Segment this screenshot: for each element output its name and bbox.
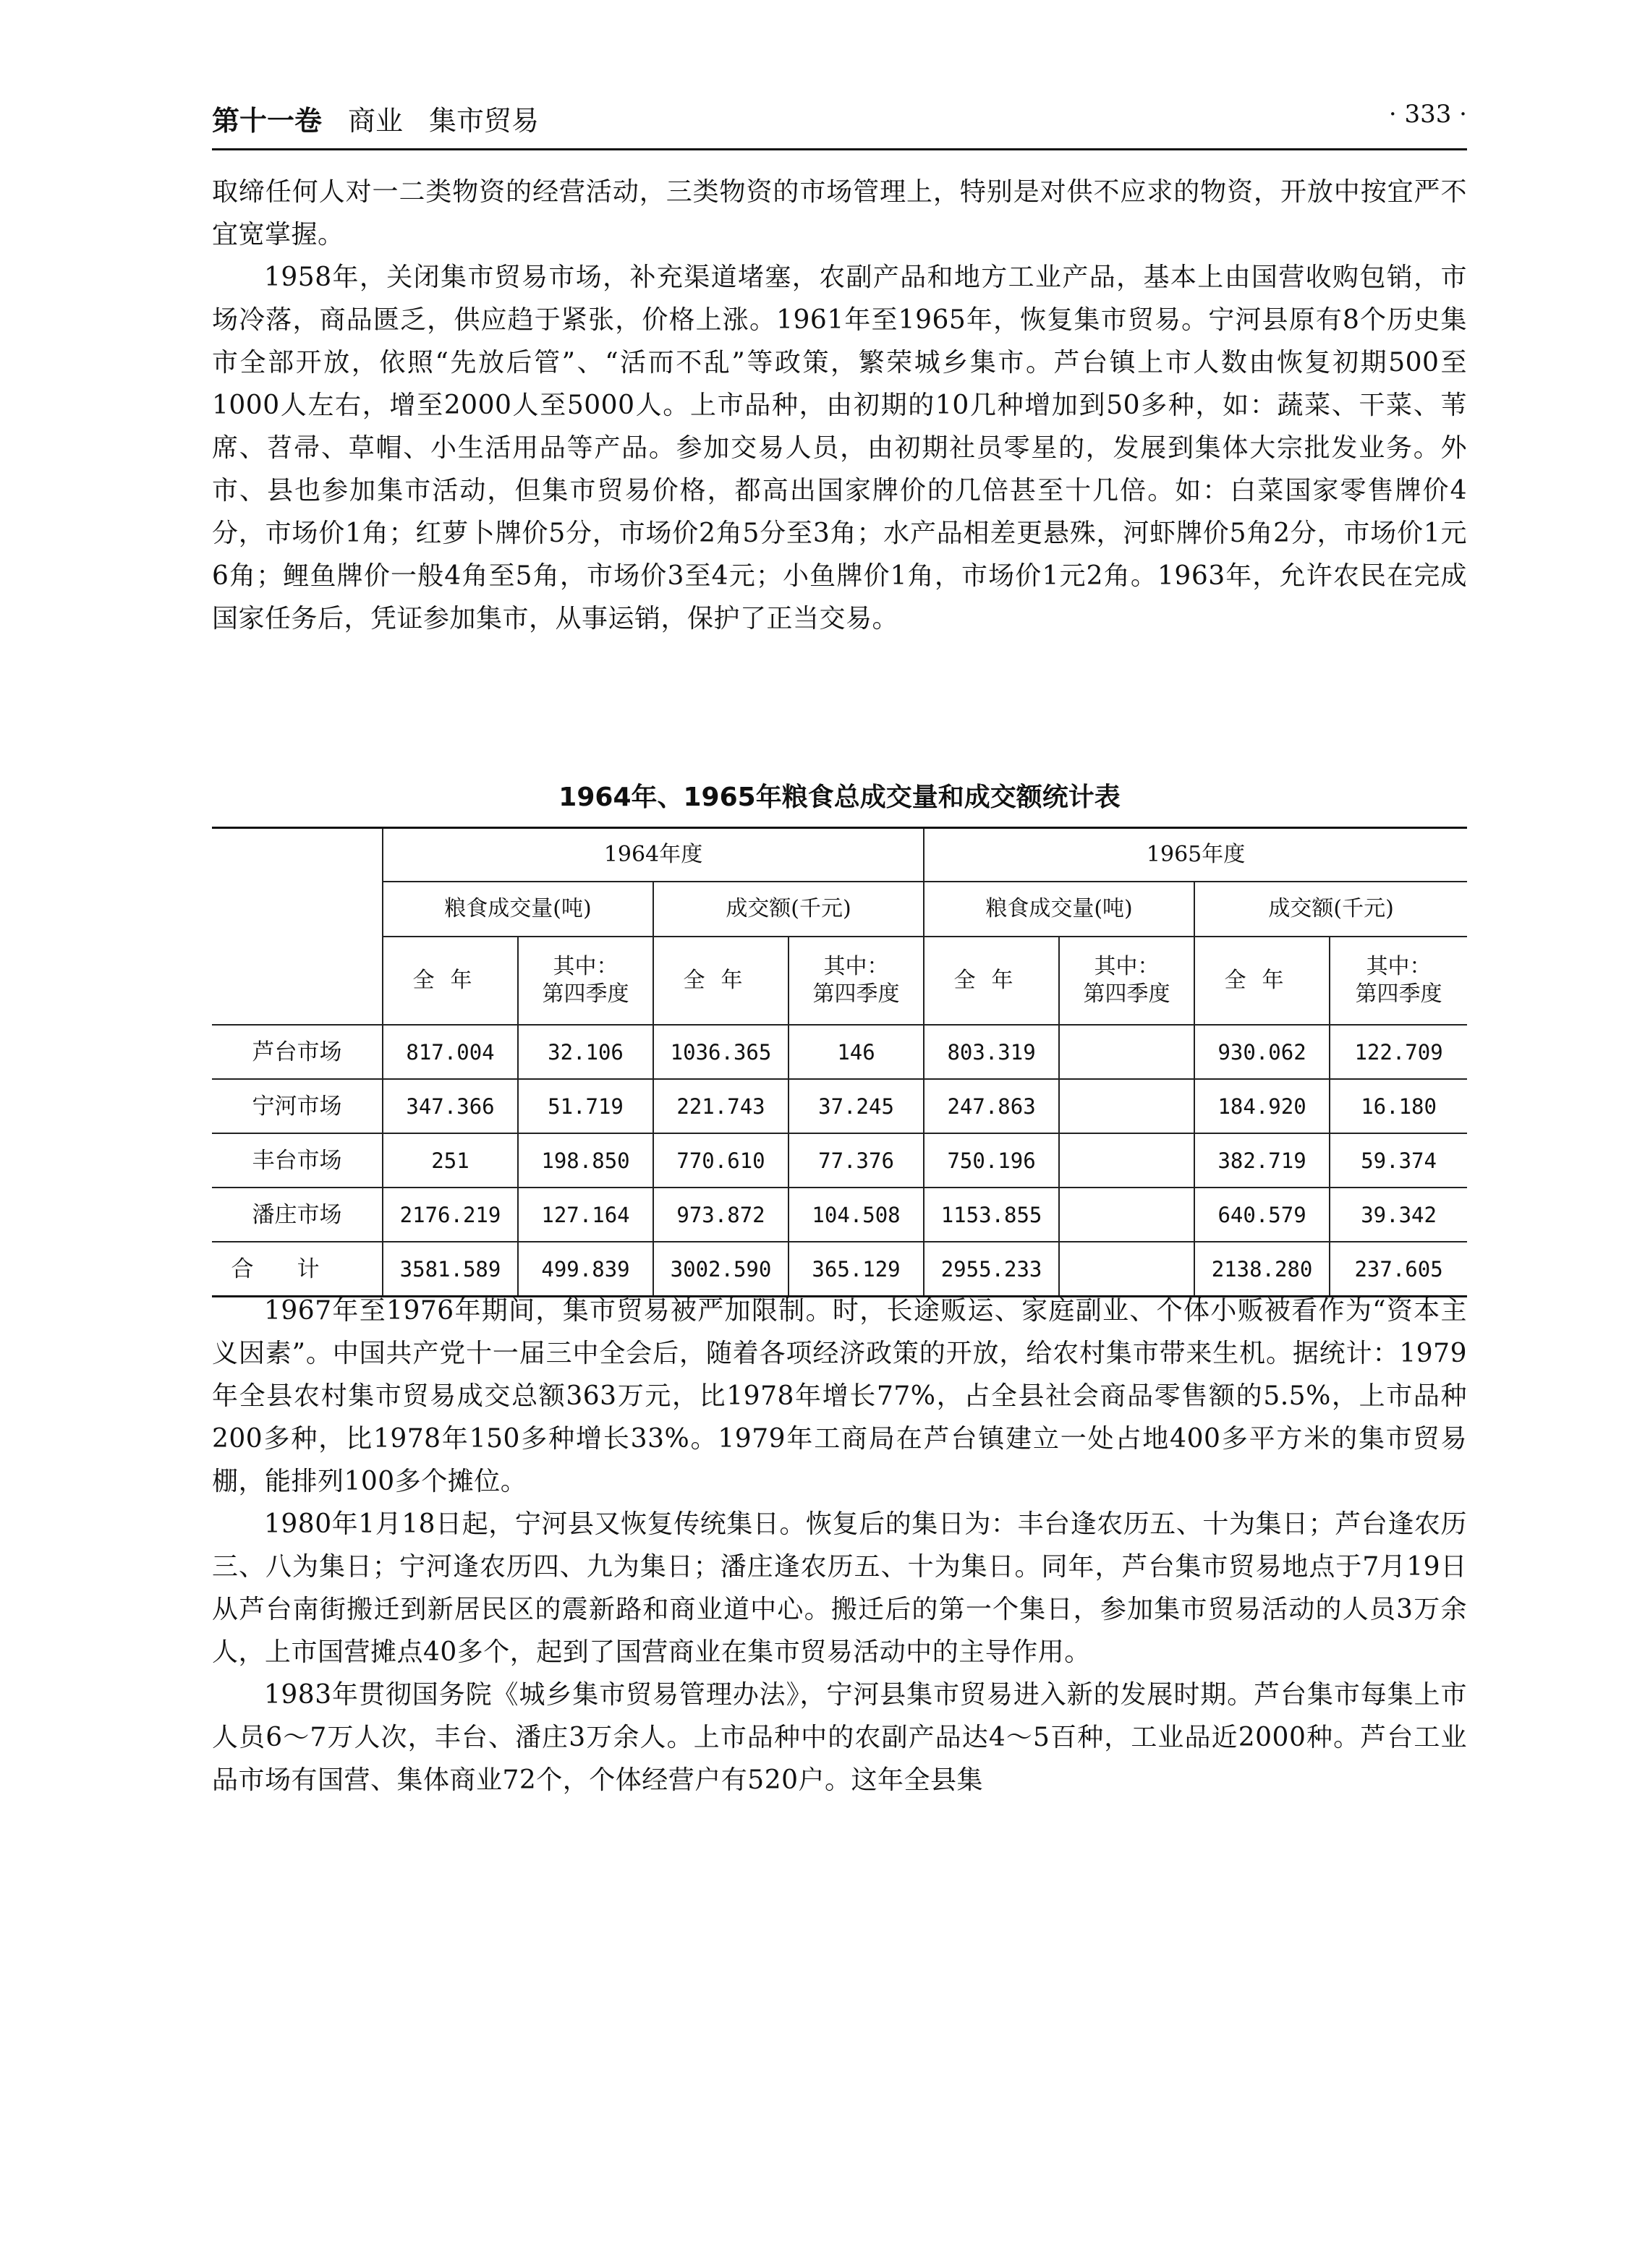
group-header: 粮食成交量(吨)	[924, 882, 1194, 937]
table-cell: 77.376	[789, 1133, 924, 1188]
table-row	[212, 1025, 1467, 1079]
group-header: 成交额(千元)	[653, 882, 924, 937]
table-cell: 1153.855	[924, 1188, 1059, 1242]
table-cell: 2955.233	[924, 1242, 1059, 1297]
running-header	[212, 93, 1467, 145]
table-cell: 104.508	[789, 1188, 924, 1242]
table-cell: 973.872	[653, 1188, 789, 1242]
table-cell: 930.062	[1194, 1025, 1330, 1079]
section-label: 商业	[348, 105, 404, 137]
year-header: 1965年度	[924, 828, 1467, 882]
sub-header-q4: 其中： 第四季度	[789, 937, 924, 1025]
table-cell: 37.245	[789, 1079, 924, 1133]
sub-header-q4: 其中： 第四季度	[1059, 937, 1194, 1025]
table-cell: 16.180	[1330, 1079, 1467, 1133]
table-header-row-sub	[212, 937, 1467, 1025]
page-number: · 333 ·	[1388, 100, 1467, 129]
table-cell: 247.863	[924, 1079, 1059, 1133]
table-cell: 499.839	[518, 1242, 653, 1297]
sub-header-full-year: 全年	[653, 937, 789, 1025]
table-cell: 122.709	[1330, 1025, 1467, 1079]
paragraph: 1967年至1976年期间，集市贸易被严加限制。时，长途贩运、家庭副业、个体小贩被看作为“资本主义因素”。中国共产党十一届三中全会后，随着各项经济政策的开放，给农村集市带来生机。据统计：1979年全县农村集市贸易成交总额363万元，比1978年增长77%，占全县社会商品零售额的5.5%，上市品种200多种，比1978年150多种增长33%。1979年工商局在芦台镇建立一处占地400多平方米的集市贸易棚，能排列100多个摊位。	[212, 1296, 1467, 1496]
paragraph: 1983年贯彻国务院《城乡集市贸易管理办法》，宁河县集市贸易进入新的发展时期。芦台集市每集上市人员6～7万人次，丰台、潘庄3万余人。上市品种中的农副产品达4～5百种，工业品近2000种。芦台工业品市场有国营、集体商业72个，个体经营户有520户。这年全县集	[212, 1680, 1467, 1795]
table-caption: 1964年、1965年粮食总成交量和成交额统计表	[558, 783, 1121, 812]
table-row	[212, 1079, 1467, 1133]
table-cell	[1059, 1025, 1194, 1079]
table-cell: 198.850	[518, 1133, 653, 1188]
table-cell: 750.196	[924, 1133, 1059, 1188]
table-cell: 237.605	[1330, 1242, 1467, 1297]
table-cell: 59.374	[1330, 1133, 1467, 1188]
statistics-table	[212, 827, 1467, 1297]
subsection-label: 集市贸易	[429, 105, 540, 137]
table-cell	[1059, 1242, 1194, 1297]
year-header: 1964年度	[383, 828, 924, 882]
paragraph: 取缔任何人对一二类物资的经营活动，三类物资的市场管理上，特别是对供不应求的物资，开放中按宜严不宜宽掌握。	[212, 177, 1467, 250]
table-cell: 2176.219	[383, 1188, 518, 1242]
table-cell	[1059, 1188, 1194, 1242]
table-cell: 3581.589	[383, 1242, 518, 1297]
table-row	[212, 1133, 1467, 1188]
table-cell: 3002.590	[653, 1242, 789, 1297]
sub-header-full-year: 全年	[383, 937, 518, 1025]
sub-header-full-year: 全年	[924, 937, 1059, 1025]
sub-header-q4: 其中： 第四季度	[1330, 937, 1467, 1025]
table-cell: 146	[789, 1025, 924, 1079]
text-block-top	[212, 171, 1467, 640]
table-cell: 803.319	[924, 1025, 1059, 1079]
table-cell: 127.164	[518, 1188, 653, 1242]
group-header: 粮食成交量(吨)	[383, 882, 653, 937]
table-cell: 817.004	[383, 1025, 518, 1079]
table-header-row-years	[212, 828, 1467, 882]
table-cell: 221.743	[653, 1079, 789, 1133]
group-header: 成交额(千元)	[1194, 882, 1467, 937]
table-cell: 184.920	[1194, 1079, 1330, 1133]
row-label: 合计	[212, 1242, 383, 1297]
table-cell: 2138.280	[1194, 1242, 1330, 1297]
header-rule	[212, 148, 1467, 150]
table-cell: 51.719	[518, 1079, 653, 1133]
table-cell: 39.342	[1330, 1188, 1467, 1242]
table-cell	[1059, 1079, 1194, 1133]
row-label: 丰台市场	[212, 1133, 383, 1188]
table-cell: 770.610	[653, 1133, 789, 1188]
paragraph: 1980年1月18日起，宁河县又恢复传统集日。恢复后的集日为：丰台逢农历五、十为集日；芦台逢农历三、八为集日；宁河逢农历四、九为集日；潘庄逢农历五、十为集日。同年，芦台集市贸易地点于7月19日从芦台南街搬迁到新居民区的震新路和商业道中心。搬迁后的第一个集日，参加集市贸易活动的人员3万余人，上市国营摊点40多个，起到了国营商业在集市贸易活动中的主导作用。	[212, 1509, 1467, 1667]
row-label: 芦台市场	[212, 1025, 383, 1079]
row-label: 潘庄市场	[212, 1188, 383, 1242]
table-cell: 640.579	[1194, 1188, 1330, 1242]
table-cell: 365.129	[789, 1242, 924, 1297]
text-block-bottom	[212, 1289, 1467, 1802]
table-cell: 1036.365	[653, 1025, 789, 1079]
table-cell: 382.719	[1194, 1133, 1330, 1188]
header-left	[212, 98, 539, 138]
sub-header-full-year: 全年	[1194, 937, 1330, 1025]
table-cell: 347.366	[383, 1079, 518, 1133]
paragraph: 1958年，关闭集市贸易市场，补充渠道堵塞，农副产品和地方工业产品，基本上由国营收购包销，市场冷落，商品匮乏，供应趋于紧张，价格上涨。1961年至1965年，恢复集市贸易。宁河县原有8个历史集市全部开放，依照“先放后管”、“活而不乱”等政策，繁荣城乡集市。芦台镇上市人数由恢复初期500至1000人左右，增至2000人至5000人。上市品种，由初期的10几种增加到50多种，如：蔬菜、干菜、苇席、苕帚、草帽、小生活用品等产品。参加交易人员，由初期社员零星的，发展到集体大宗批发业务。外市、县也参加集市活动，但集市贸易价格，都高出国家牌价的几倍甚至十几倍。如：白菜国家零售牌价4分，市场价1角；红萝卜牌价5分，市场价2角5分至3角；水产品相差更悬殊，河虾牌价5角2分，市场价1元6角；鲤鱼牌价一般4角至5角，市场价3至4元；小鱼牌价1角，市场价1元2角。1963年，允许农民在完成国家任务后，凭证参加集市，从事运销，保护了正当交易。	[212, 263, 1467, 634]
table-cell	[1059, 1133, 1194, 1188]
table-row	[212, 1188, 1467, 1242]
table-row-total	[212, 1242, 1467, 1297]
table-cell: 251	[383, 1133, 518, 1188]
volume-label: 第十一卷	[212, 105, 323, 137]
table-cell: 32.106	[518, 1025, 653, 1079]
row-label: 宁河市场	[212, 1079, 383, 1133]
table-header-row-groups	[212, 882, 1467, 937]
sub-header-q4: 其中： 第四季度	[518, 937, 653, 1025]
corner-cell	[212, 828, 383, 1026]
